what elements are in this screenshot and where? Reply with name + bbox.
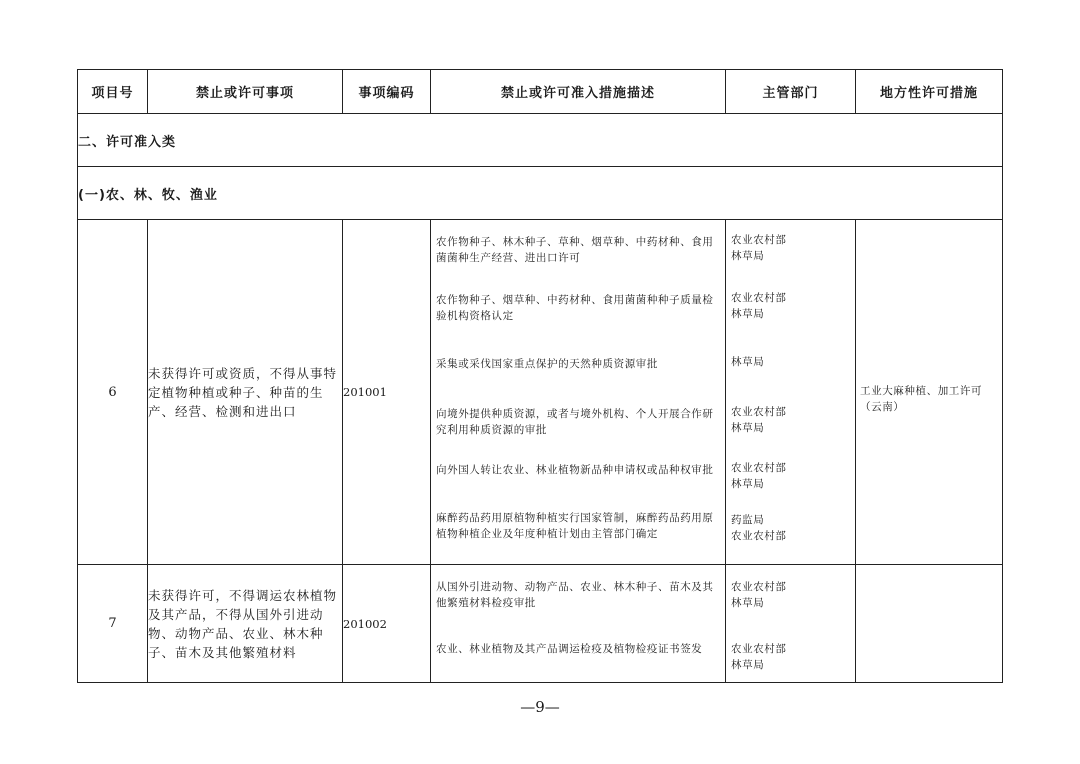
page-number: —9— — [520, 698, 560, 716]
department-group — [726, 460, 855, 508]
department-name: 林草局 — [731, 422, 765, 434]
department-name: 农业农村部 — [731, 580, 787, 593]
department-group — [726, 508, 855, 564]
section-row — [78, 114, 1003, 167]
measure-desc: 从国外引进动物、动物产品、农业、林木种子、苗木及其他繁殖材料检疫审批 — [436, 580, 714, 609]
section-title-permit: 二、许可准入类 — [78, 114, 1003, 167]
header-item-number: 项目号 — [78, 70, 148, 114]
row-id: 6 — [78, 220, 148, 565]
measure-desc: 农作物种子、林木种子、草种、烟草种、中药材种、食用菌菌种生产经营、进出口许可 — [436, 236, 714, 264]
local-measure-text: 工业大麻种植、加工许可（云南） — [860, 385, 983, 413]
department-name: 林草局 — [731, 250, 765, 262]
table-row — [78, 220, 1003, 565]
row-code: 201002 — [343, 565, 431, 683]
department-group — [726, 344, 855, 404]
row-code: 201001 — [343, 220, 431, 565]
department-name: 林草局 — [731, 478, 765, 490]
subsection-row — [78, 167, 1003, 220]
row-departments — [726, 220, 856, 565]
department-name: 农业农村部 — [731, 642, 787, 655]
department-name: 农业农村部 — [731, 406, 787, 418]
department-name: 林草局 — [731, 596, 765, 609]
department-group — [726, 404, 855, 460]
measure-desc: 向外国人转让农业、林业植物新品种申请权或品种权审批 — [436, 464, 714, 476]
header-row — [78, 70, 1003, 114]
row-local-measures — [856, 220, 1003, 565]
header-item-name: 禁止或许可事项 — [148, 70, 343, 114]
department-name: 林草局 — [731, 308, 765, 320]
negative-list-table — [77, 69, 1003, 683]
department-name: 农业农村部 — [731, 292, 787, 304]
row-item: 未获得许可，不得调运农林植物及其产品，不得从国外引进动物、动物产品、农业、林木种子、苗木及其他繁殖材料 — [148, 565, 343, 683]
row-id: 7 — [78, 565, 148, 683]
table-row — [78, 565, 1003, 683]
measure-desc: 麻醉药品药用原植物种植实行国家管制，麻醉药品药用原植物种植企业及年度种植计划由主管部门确定 — [436, 512, 714, 540]
measure-desc: 农业、林业植物及其产品调运检疫及植物检疫证书签发 — [436, 642, 703, 655]
row-measures — [431, 220, 726, 565]
row-measures — [431, 565, 726, 683]
department-name: 农业农村部 — [731, 530, 787, 542]
measure-desc: 采集或采伐国家重点保护的天然种质资源审批 — [436, 358, 658, 370]
row-departments — [726, 565, 856, 683]
header-measure-description: 禁止或许可准入措施描述 — [431, 70, 726, 114]
header-local-measures: 地方性许可措施 — [856, 70, 1003, 114]
measure-desc: 农作物种子、烟草种、中药材种、食用菌菌种种子质量检验机构资格认定 — [436, 294, 714, 322]
row-item: 未获得许可或资质，不得从事特定植物种植或种子、种苗的生产、经营、检测和进出口 — [148, 220, 343, 565]
department-name: 农业农村部 — [731, 462, 787, 474]
department-group — [726, 641, 855, 681]
department-group — [726, 220, 855, 290]
department-group — [726, 567, 855, 641]
local-measure-text — [856, 617, 1002, 631]
department-group — [726, 290, 855, 344]
department-name: 林草局 — [731, 356, 765, 368]
header-department: 主管部门 — [726, 70, 856, 114]
header-item-code: 事项编码 — [343, 70, 431, 114]
department-name: 林草局 — [731, 658, 765, 671]
section-title-agriculture: (一)农、林、牧、渔业 — [78, 167, 1003, 220]
department-name: 药监局 — [731, 514, 765, 526]
department-name: 农业农村部 — [731, 234, 787, 246]
row-local-measures — [856, 565, 1003, 683]
measure-desc: 向境外提供种质资源，或者与境外机构、个人开展合作研究利用种质资源的审批 — [436, 408, 714, 436]
